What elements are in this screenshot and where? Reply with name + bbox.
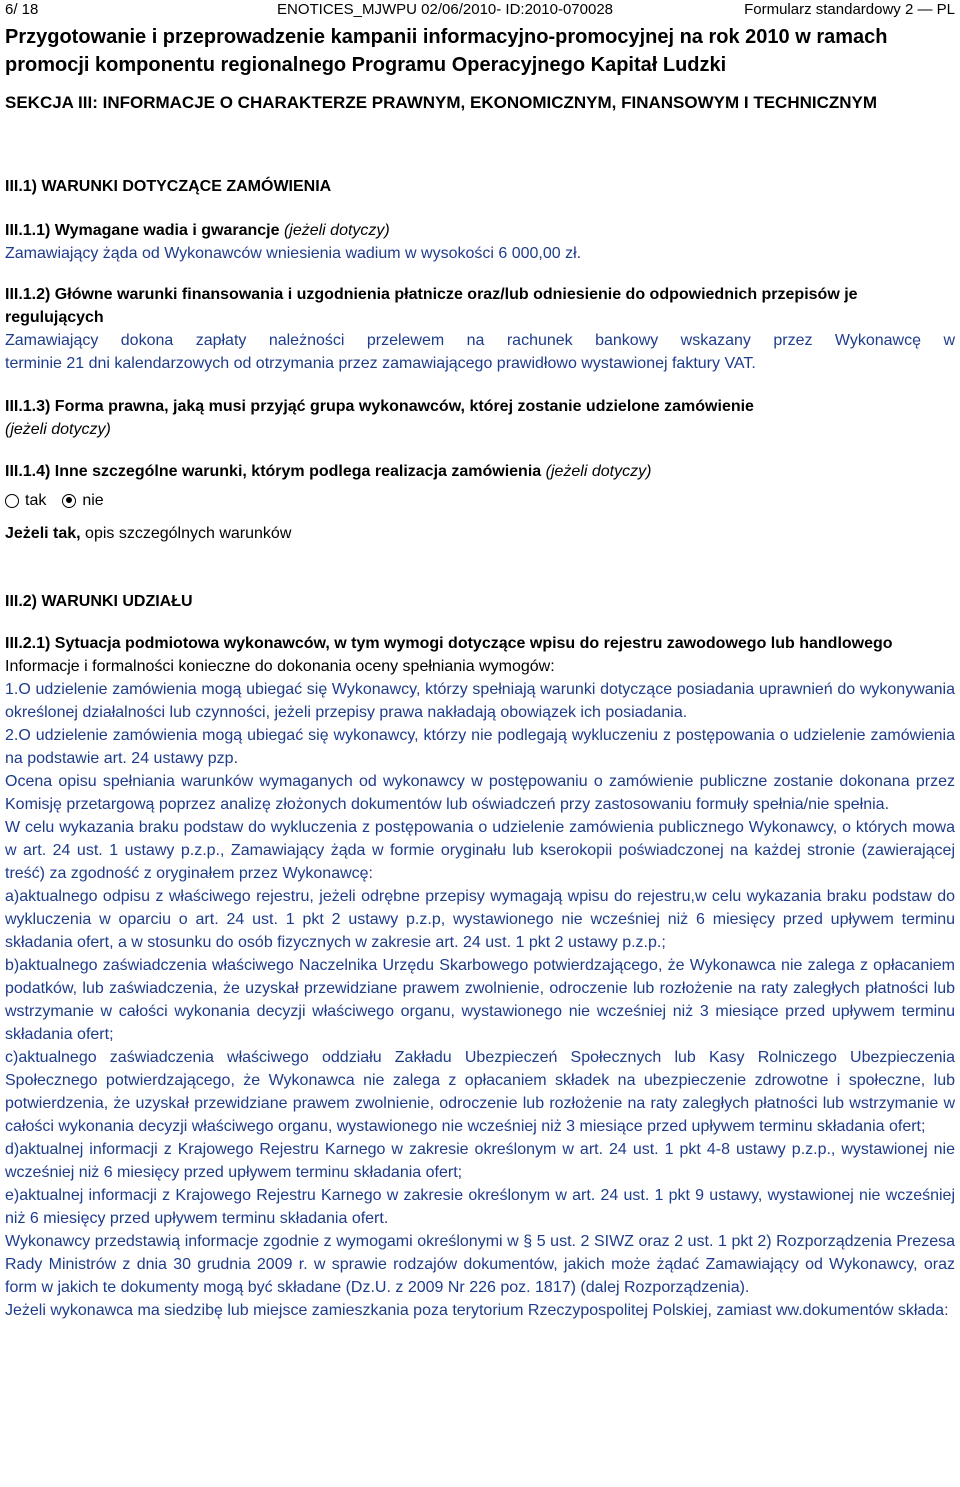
radio-checked-icon[interactable]	[62, 494, 76, 508]
radio-label-yes: tak	[25, 492, 47, 509]
optional-note: (jeżeli dotyczy)	[283, 222, 390, 239]
paragraph: b)aktualnego zaświadczenia właściwego Naczelnika Urzędu Skarbowego potwierdzającego, że Wykonawca nie zalega z opłacaniem podatków, lub zaświadczenia, że uzyskał przewidziane prawem zwolnienie, odroczenie lub rozłożenie na raty zaległych płatności lub wstrzymanie w całości wykonania decyzji właściwego organu, wystawionego nie wcześniej niż 3 miesiące przed upływem terminu składania ofert;	[5, 957, 955, 1043]
if-yes-bold: Jeżeli tak,	[5, 525, 81, 542]
optional-note: (jeżeli dotyczy)	[545, 463, 652, 480]
paragraph: a)aktualnego odpisu z właściwego rejestru, jeżeli odrębne przepisy wymagają wpisu do rejestru,w celu wykazania braku podstaw do wykluczenia w oparciu o art. 24 ust. 1 pkt 2 ustawy p.z.p, wystawionego nie wcześniej niż 6 miesięcy przed upływem terminu składania ofert, a w stosunku do osób fizycznych w zakresie art. 24 ust. 1 pkt 2 ustawy p.z.p.;	[5, 888, 955, 951]
section-III-1-2	[5, 283, 955, 375]
radio-option-no[interactable]	[62, 489, 103, 512]
document-title: Przygotowanie i przeprowadzenie kampanii informacyjno-promocyjnej na rok 2010 w ramach promocji komponentu regionalnego Programu Operacyjnego Kapitał Ludzki	[5, 26, 888, 76]
payment-text-line1: Zamawiający dokona zapłaty należności przelewem na rachunek bankowy wskazany przez Wykonawcę w	[5, 332, 955, 349]
form-type: Formularz standardowy 2 — PL	[744, 1, 955, 18]
heading-III-1-2: III.1.2) Główne warunki finansowania i uzgodnienia płatnicze oraz/lub odniesienie do odpowiednich przepisów je regulujących	[5, 286, 858, 326]
paragraph: W celu wykazania braku podstaw do wykluczenia z postępowania o udzielenie zamówienia publicznego Wykonawcy, o których mowa w art. 24 ust. 1 ustawy p.z.p., Zamawiający żąda w formie oryginału lub kserokopii poświadczonej na każdej stronie (zawierającej treść) za zgodność z oryginałem przez Wykonawcę:	[5, 819, 955, 882]
radio-label-no: nie	[82, 492, 104, 509]
paragraph: c)aktualnego zaświadczenia właściwego oddziału Zakładu Ubezpieczeń Społecznych lub Kasy Rolniczego Ubezpieczenia Społecznego potwierdzającego, że Wykonawca nie zalega z opłacaniem składek na ubezpieczenie zdrowotne i społeczne, lub potwierdzenia, że uzyskał przewidziane prawem zwolnienie, odroczenie lub rozłożenie na raty zaległych płatności lub wstrzymanie w całości wykonania decyzji właściwego organu, wystawionego nie wcześniej niż 3 miesiące przed upływem terminu składania ofert;	[5, 1049, 955, 1135]
special-conditions-radio-group	[5, 489, 955, 512]
notice-id: ENOTICES_MJWPU 02/06/2010- ID:2010-070028	[277, 1, 613, 18]
heading-III-1: III.1) WARUNKI DOTYCZĄCE ZAMÓWIENIA	[5, 178, 332, 195]
if-yes-label	[5, 522, 955, 545]
page-header	[5, 0, 955, 20]
paragraph: Ocena opisu spełniania warunków wymaganych od wykonawcy w postępowaniu o zamówienie publiczne zostanie dokonana przez Komisję przetargową poprzez analizę złożonych dokumentów lub oświadczeń przy zastosowaniu formuły spełnia/nie spełnia.	[5, 773, 955, 813]
requirements-text	[5, 678, 955, 1322]
if-yes-rest: opis szczególnych warunków	[80, 525, 292, 542]
heading-III-2-1: III.2.1) Sytuacja podmiotowa wykonawców, w tym wymogi dotyczące wpisu do rejestru zawodowego lub handlowego	[5, 635, 893, 652]
section-III-1-1	[5, 219, 955, 265]
paragraph: e)aktualnej informacji z Krajowego Rejestru Karnego w zakresie określonym w art. 24 ust. 1 pkt 9 ustawy, wystawionej nie wcześniej niż 6 miesięcy przed upływem terminu składania ofert.	[5, 1187, 955, 1227]
section-III-1-3	[5, 395, 955, 441]
heading-III-1-3: III.1.3) Forma prawna, jaką musi przyjąć grupa wykonawców, której zostanie udzielone zamówienie	[5, 398, 754, 415]
payment-text-line2: terminie 21 dni kalendarzowych od otrzymania przez zamawiającego prawidłowo wystawionej faktury VAT.	[5, 355, 756, 372]
heading-III-1-4: III.1.4) Inne szczególne warunki, którym podlega realizacja zamówienia	[5, 463, 542, 480]
section-III-1-4	[5, 460, 955, 545]
radio-option-yes[interactable]	[5, 489, 46, 512]
heading-III-2: III.2) WARUNKI UDZIAŁU	[5, 593, 193, 610]
paragraph: 2.O udzielenie zamówienia mogą ubiegać się wykonawcy, którzy nie podlegają wykluczeniu z postępowania o udzielenie zamówienia na podstawie art. 24 ustawy pzp.	[5, 727, 955, 767]
paragraph: Wykonawcy przedstawią informacje zgodnie z wymogami określonymi w § 5 ust. 2 SIWZ oraz 2 ust. 1 pkt 2) Rozporządzenia Prezesa Rady Ministrów z dnia 30 grudnia 2009 r. w sprawie rodzajów dokumentów, jakich może żądać Zamawiający od Wykonawcy, oraz form w jakich te dokumenty mogą być składane (Dz.U. z 2009 Nr 226 poz. 1817) (dalej Rozporządzenia).	[5, 1233, 955, 1296]
intro-text: Informacje i formalności konieczne do dokonania oceny spełniania wymogów:	[5, 658, 555, 675]
paragraph: 1.O udzielenie zamówienia mogą ubiegać się Wykonawcy, którzy spełniają warunki dotyczące posiadania uprawnień do wykonywania określonej działalności lub czynności, jeżeli przepisy prawa nakładają obowiązek ich posiadania.	[5, 681, 955, 721]
paragraph: d)aktualnej informacji z Krajowego Rejestru Karnego w zakresie określonym w art. 24 ust. 1 pkt 4-8 ustawy p.z.p., wystawionej nie wcześniej niż 6 miesięcy przed upływem terminu składania ofert;	[5, 1141, 955, 1181]
section-title: SEKCJA III: INFORMACJE O CHARAKTERZE PRAWNYM, EKONOMICZNYM, FINANSOWYM I TECHNICZNYM	[5, 93, 878, 112]
optional-note: (jeżeli dotyczy)	[5, 421, 111, 438]
deposit-text: Zamawiający żąda od Wykonawców wniesienia wadium w wysokości 6 000,00 zł.	[5, 245, 582, 262]
page-number: 6/ 18	[5, 1, 39, 18]
heading-III-1-1: III.1.1) Wymagane wadia i gwarancje	[5, 222, 280, 239]
radio-unchecked-icon[interactable]	[5, 494, 19, 508]
section-III-2-1	[5, 632, 955, 1322]
paragraph: Jeżeli wykonawca ma siedzibę lub miejsce zamieszkania poza terytorium Rzeczypospolitej Polskiej, zamiast ww.dokumentów składa:	[5, 1302, 949, 1319]
